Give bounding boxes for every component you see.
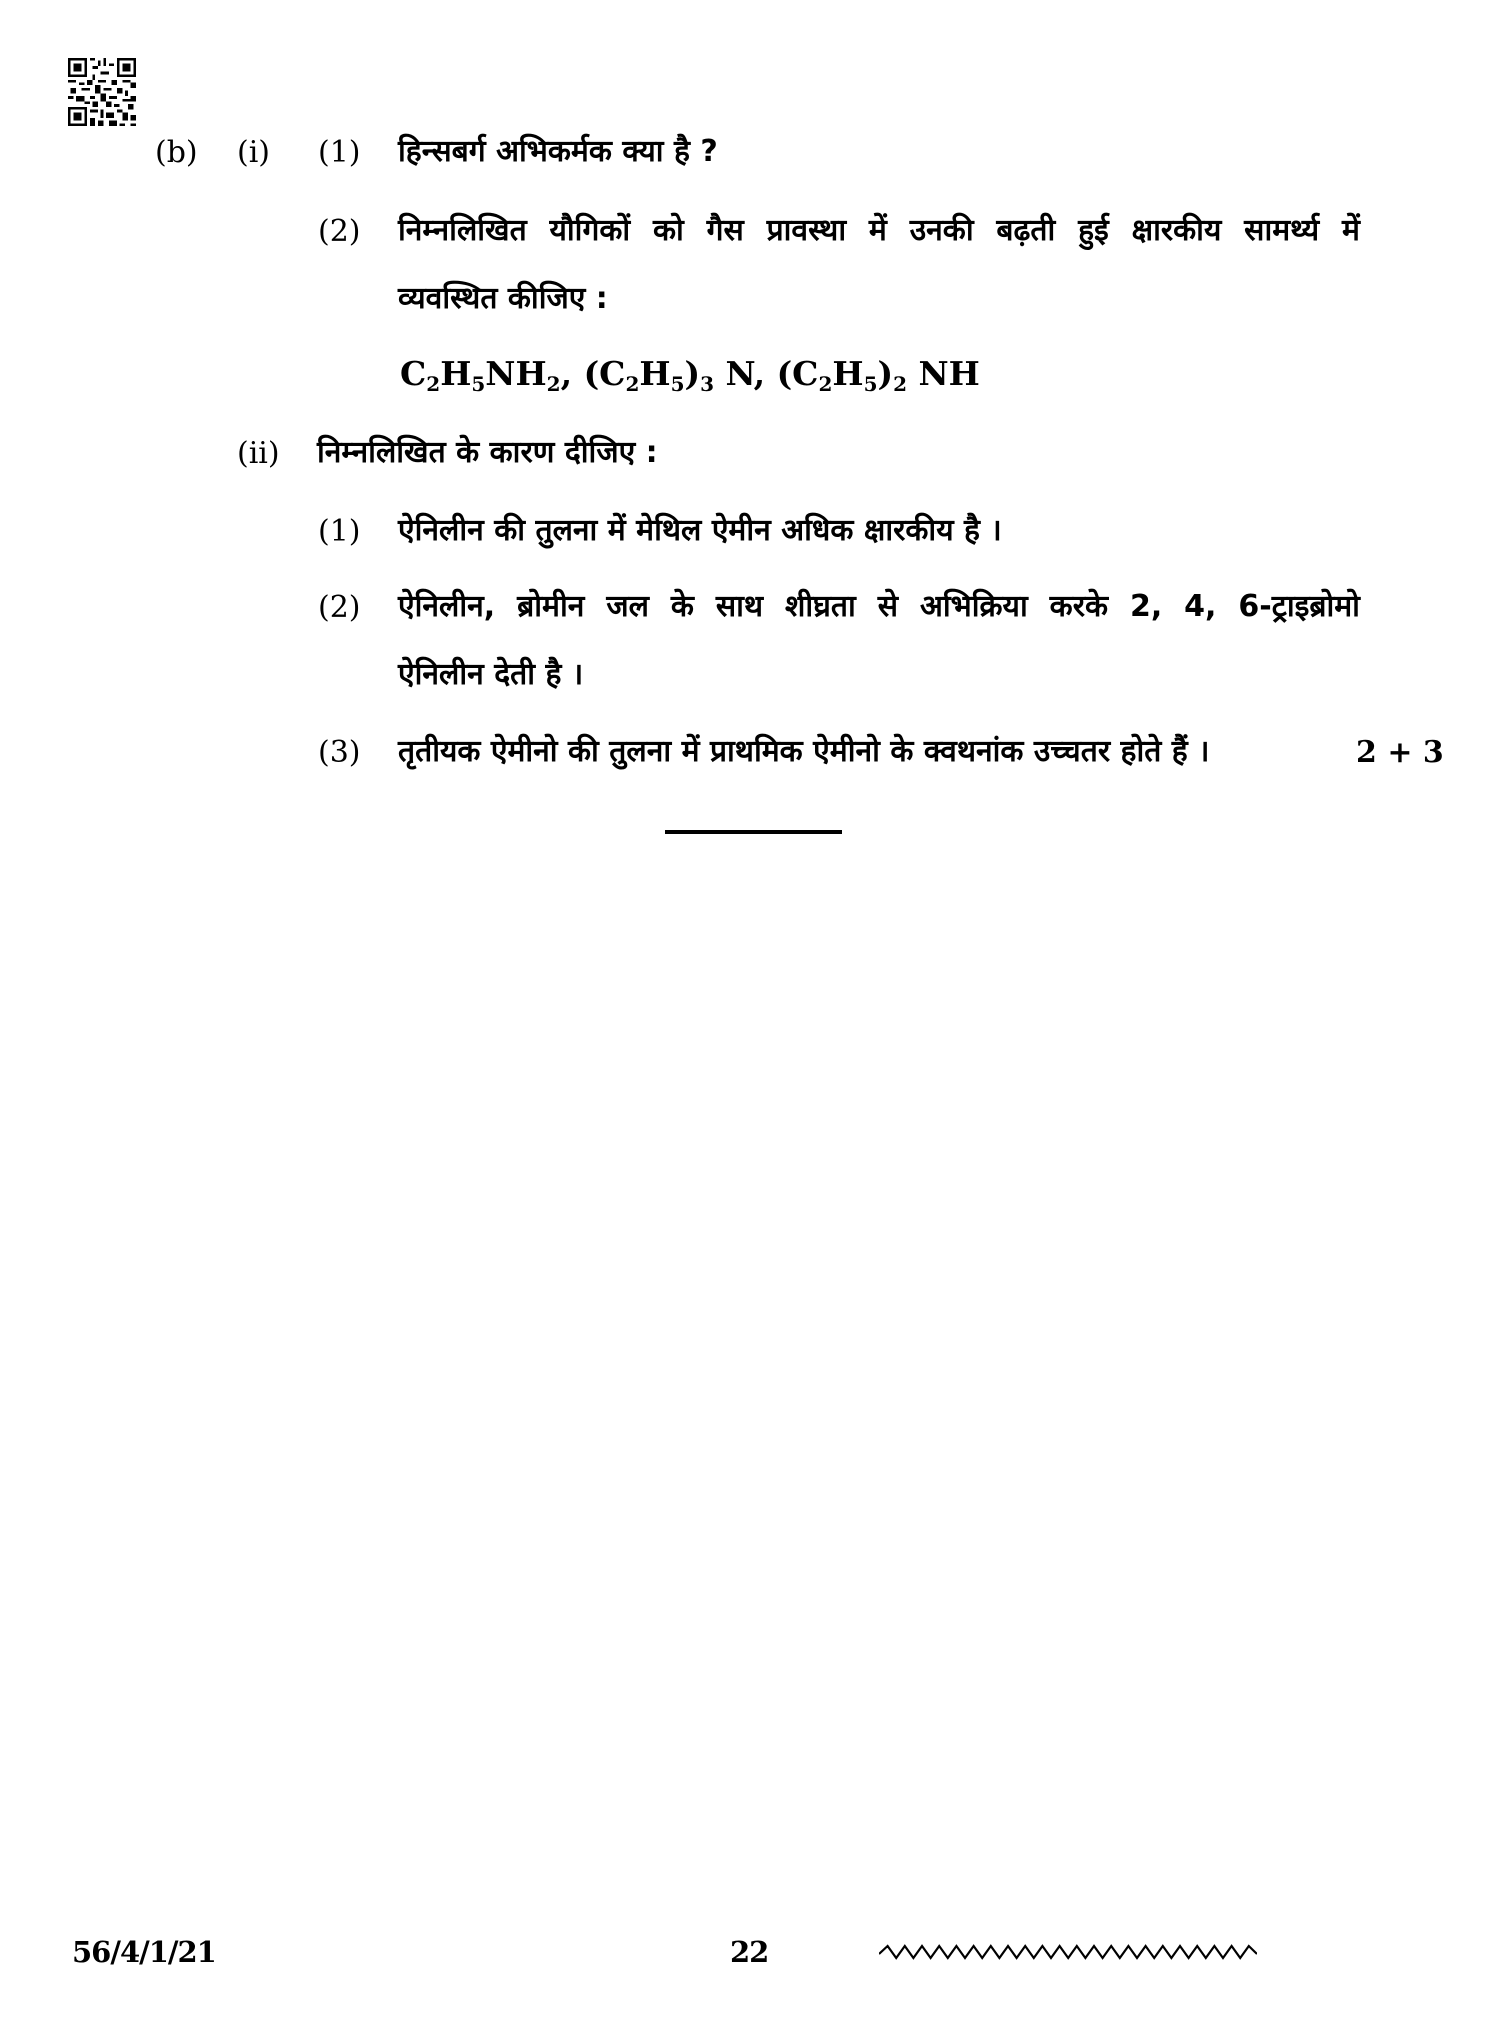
word: निम्नलिखित [398, 213, 527, 248]
word: से [877, 589, 899, 624]
item-label-ii-3: (3) [318, 735, 361, 770]
word: यौगिकों [549, 213, 631, 248]
question-text-arrange-basic-strength-line1 [398, 211, 1360, 251]
word: 6-ट्राइब्रोमो [1238, 589, 1360, 624]
question-text-arrange-basic-strength-line2: व्यवस्थित कीजिए : [398, 281, 608, 316]
part-label-i: (i) [237, 135, 271, 170]
question-text-hinsberg-reagent: हिन्सबर्ग अभिकर्मक क्या है ? [398, 134, 718, 169]
formula-ethylamine: $C_2H_5NH_2$, [400, 354, 573, 396]
item-label-ii-2: (2) [318, 590, 361, 625]
item-label-i-2: (2) [318, 214, 361, 249]
word: अभिक्रिया [919, 589, 1028, 624]
question-text-aniline-bromination-line1 [398, 587, 1360, 627]
footer-paper-code: 56/4/1/21 [72, 1935, 216, 1969]
word: साथ [715, 589, 764, 624]
formula-diethylamine: $(C_2H_5)_2$ NH [776, 354, 980, 396]
question-text-boiling-points: तृतीयक ऐमीनो की तुलना में प्राथमिक ऐमीनो के क्वथनांक उच्चतर होते हैं । [398, 734, 1210, 769]
part-ii-heading: निम्नलिखित के कारण दीजिए : [317, 435, 658, 470]
item-label-ii-1: (1) [318, 514, 361, 549]
word: प्रावस्था [766, 213, 847, 248]
formula-triethylamine: $(C_2H_5)_3$ N, [583, 354, 766, 396]
word: क्षारकीय [1131, 213, 1222, 248]
question-label-b: (b) [155, 135, 198, 170]
word: गैस [706, 213, 744, 248]
marks-allocation: 2 + 3 [1356, 735, 1444, 770]
word: ऐनिलीन, [398, 589, 496, 624]
word: ब्रोमीन [517, 589, 585, 624]
question-text-aniline-bromination-line2: ऐनिलीन देती है । [398, 657, 584, 692]
item-label-i-1: (1) [318, 135, 361, 170]
word: करके [1049, 589, 1109, 624]
question-text-methylamine-basicity: ऐनिलीन की तुलना में मेथिल ऐमीन अधिक क्षारकीय है । [398, 513, 1002, 548]
word: 2, [1129, 589, 1163, 624]
word: सामर्थ्य [1244, 213, 1320, 248]
footer-page-number: 22 [730, 1935, 769, 1969]
end-of-question-divider [665, 830, 842, 834]
chemical-formula-list [400, 352, 980, 396]
word: उनकी [909, 213, 974, 248]
word: जल [606, 589, 649, 624]
part-label-ii: (ii) [237, 436, 280, 471]
qr-code-icon [68, 58, 136, 126]
word: 4, [1184, 589, 1217, 624]
word: बढ़ती [996, 213, 1056, 248]
word: को [652, 213, 684, 248]
word: में [868, 213, 887, 248]
word: में [1341, 213, 1360, 248]
word: हुई [1078, 213, 1109, 248]
wavy-line-decoration-icon [879, 1942, 1257, 1962]
word: के [670, 589, 694, 624]
word: शीघ्रता [785, 589, 856, 624]
